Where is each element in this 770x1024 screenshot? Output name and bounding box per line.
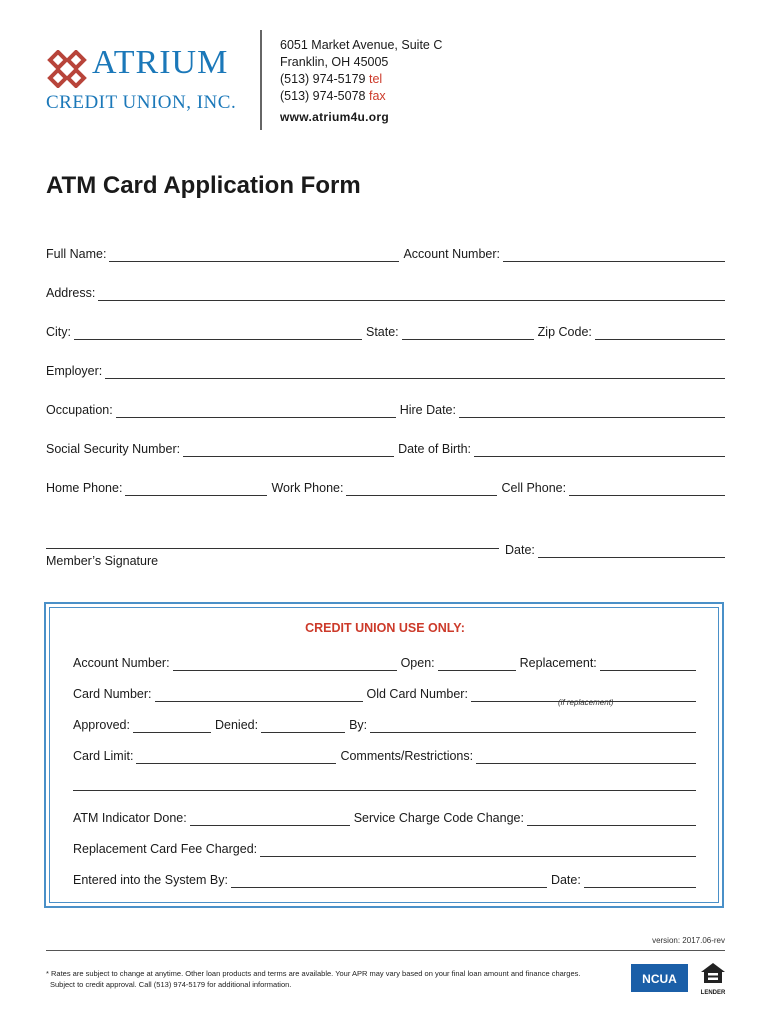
hire-date-field[interactable] [459, 403, 725, 418]
denied-label: Denied: [214, 718, 259, 732]
employer-label: Employer: [46, 364, 103, 378]
office-use-title: CREDIT UNION USE ONLY: [305, 621, 465, 635]
card-limit-label: Card Limit: [73, 749, 134, 763]
card-number-field[interactable] [155, 687, 363, 702]
header-divider [260, 30, 262, 130]
row-ssn [46, 435, 725, 457]
disclaimer-line-2: Subject to credit approval. Call (513) 974-5179 for additional information. [50, 980, 292, 989]
by-field[interactable] [370, 718, 696, 733]
open-field[interactable] [438, 656, 516, 671]
if-replacement-note: (if replacement) [558, 698, 614, 707]
row-employer [46, 357, 725, 379]
row-occupation [46, 396, 725, 418]
address-line-1: 6051 Market Avenue, Suite C [280, 38, 443, 52]
replacement-fee-field[interactable] [260, 842, 696, 857]
fax-label: fax [368, 89, 386, 103]
fax-number: (513) 974-5078 [280, 89, 366, 103]
version-label: version: 2017.06-rev [652, 936, 725, 945]
row-full-name [46, 240, 725, 262]
atm-indicator-label: ATM Indicator Done: [73, 811, 187, 825]
occupation-field[interactable] [116, 403, 396, 418]
tel-label: tel [368, 72, 383, 86]
cell-phone-field[interactable] [569, 481, 725, 496]
dob-field[interactable] [474, 442, 725, 457]
equal-housing-lender-icon [700, 962, 726, 994]
address-field[interactable] [98, 286, 725, 301]
account-number-label: Account Number: [403, 247, 501, 261]
old-card-number-label: Old Card Number: [366, 687, 468, 701]
card-number-label: Card Number: [73, 687, 152, 701]
replacement-field[interactable] [600, 656, 696, 671]
work-phone-label: Work Phone: [271, 481, 344, 495]
full-name-label: Full Name: [46, 247, 107, 261]
work-phone-field[interactable] [346, 481, 497, 496]
card-limit-field[interactable] [136, 749, 336, 764]
office-row-account [73, 651, 696, 671]
account-number-field[interactable] [503, 247, 725, 262]
row-city [46, 318, 725, 340]
replacement-label: Replacement: [519, 656, 597, 670]
house-icon [700, 962, 726, 984]
city-field[interactable] [74, 325, 362, 340]
full-name-field[interactable] [109, 247, 399, 262]
office-account-number-field[interactable] [173, 656, 397, 671]
ncua-logo-icon: NCUA [631, 964, 688, 992]
logo-subtitle: CREDIT UNION, INC. [46, 92, 237, 113]
atrium-logo-icon [46, 50, 88, 88]
office-date-field[interactable] [584, 873, 696, 888]
hire-date-label: Hire Date: [399, 403, 456, 417]
service-charge-label: Service Charge Code Change: [353, 811, 524, 825]
approved-label: Approved: [73, 718, 130, 732]
disclaimer-line-1: * Rates are subject to change at anytime. Other loan products and terms are available. Your APR may vary based on your final loan amount and finance charges. [46, 969, 581, 978]
footer-disclaimer [46, 968, 580, 990]
office-date-label: Date: [550, 873, 581, 887]
denied-field[interactable] [261, 718, 345, 733]
office-row-fee [73, 837, 696, 857]
website-link[interactable]: www.atrium4u.org [280, 110, 390, 124]
entered-by-label: Entered into the System By: [73, 873, 228, 887]
footer-divider [46, 950, 725, 951]
entered-by-field[interactable] [231, 873, 547, 888]
signature-date-field[interactable] [538, 543, 725, 558]
row-phones [46, 474, 725, 496]
row-address [46, 279, 725, 301]
state-field[interactable] [402, 325, 534, 340]
employer-field[interactable] [105, 364, 725, 379]
occupation-label: Occupation: [46, 403, 113, 417]
zip-field[interactable] [595, 325, 725, 340]
open-label: Open: [400, 656, 435, 670]
ssn-label: Social Security Number: [46, 442, 181, 456]
logo-wordmark: ATRIUM [92, 44, 229, 81]
signature-date-label: Date: [505, 543, 535, 557]
member-signature-label: Member’s Signature [46, 554, 159, 568]
city-label: City: [46, 325, 71, 339]
tel-line [280, 71, 382, 88]
page-title: ATM Card Application Form [46, 172, 361, 199]
office-row-comments-extra [73, 771, 696, 791]
office-row-atm [73, 806, 696, 826]
comments-extra-field[interactable] [73, 776, 696, 791]
equal-housing-label: LENDER [700, 990, 726, 996]
ssn-field[interactable] [183, 442, 394, 457]
home-phone-field[interactable] [125, 481, 267, 496]
address-line-2: Franklin, OH 45005 [280, 55, 389, 69]
zip-label: Zip Code: [537, 325, 592, 339]
by-label: By: [349, 718, 368, 732]
office-row-entered [73, 868, 696, 888]
comments-field[interactable] [476, 749, 696, 764]
comments-label: Comments/Restrictions: [340, 749, 474, 763]
approved-field[interactable] [133, 718, 211, 733]
row-signature-date [505, 536, 725, 558]
cell-phone-label: Cell Phone: [501, 481, 567, 495]
tel-number: (513) 974-5179 [280, 72, 366, 86]
state-label: State: [366, 325, 399, 339]
dob-label: Date of Birth: [398, 442, 472, 456]
office-account-number-label: Account Number: [73, 656, 170, 670]
replacement-fee-label: Replacement Card Fee Charged: [73, 842, 258, 856]
address-label: Address: [46, 286, 96, 300]
home-phone-label: Home Phone: [46, 481, 123, 495]
office-row-limit [73, 744, 696, 764]
atm-indicator-field[interactable] [190, 811, 350, 826]
member-signature-field[interactable] [46, 548, 499, 549]
fax-line [280, 88, 386, 105]
service-charge-field[interactable] [527, 811, 696, 826]
office-row-approval [73, 713, 696, 733]
